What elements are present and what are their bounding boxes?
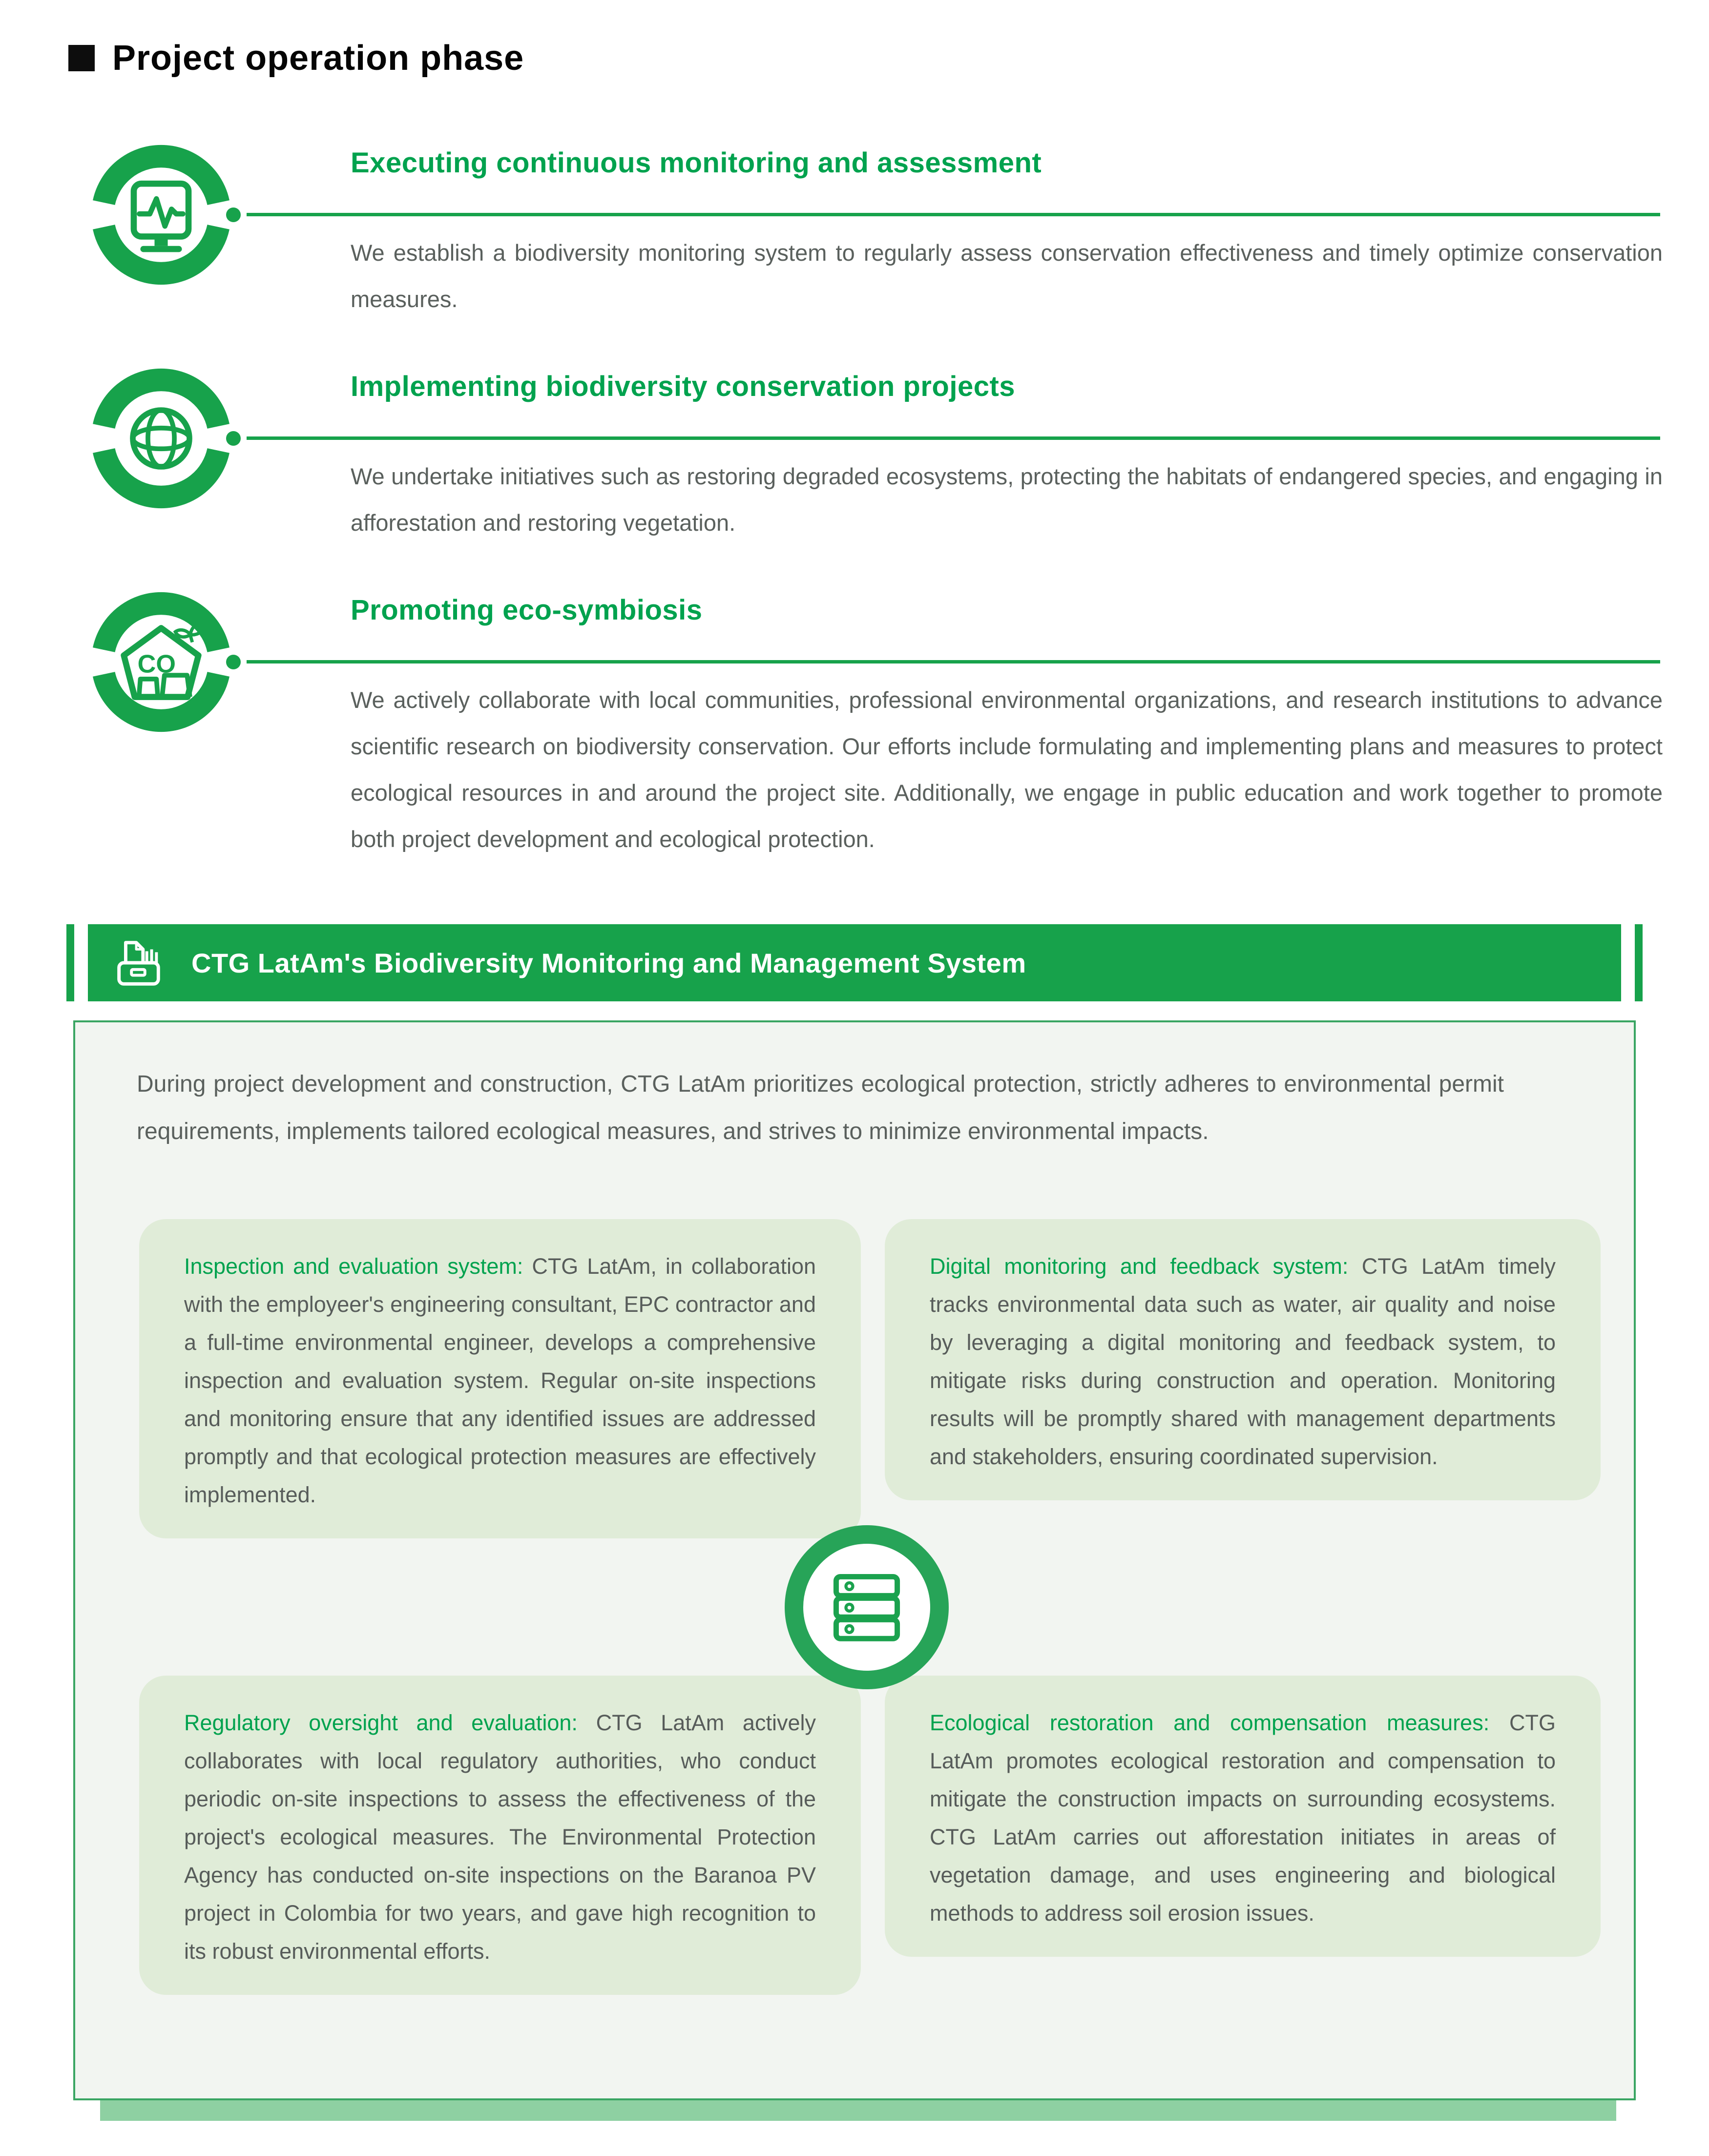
connector-dot (226, 431, 241, 446)
card-ecological-restoration (885, 1676, 1601, 1957)
monitor-pulse-icon (90, 144, 232, 286)
banner-title: CTG LatAm's Biodiversity Monitoring and Management System (191, 947, 1026, 978)
section-body: We undertake initiatives such as restoring degraded ecosystems, protecting the habitats of endangered species, and engaging in afforestation and restoring vegetation. (351, 463, 1663, 536)
section-body: We establish a biodiversity monitoring system to regularly assess conservation effectiveness and timely optimize conservation measures. (351, 240, 1663, 312)
card-text: CTG LatAm timely tracks environmental data such as water, air quality and noise by leveraging a digital monitoring and feedback system, to mitigate risks during construction and operation. Monitoring results will be promptly shared with management departments and stakeholders, ensuring coordinated supervision. (930, 1254, 1556, 1469)
section-divider-line (247, 213, 1660, 216)
section-body: We actively collaborate with local communities, professional environmental organizations, and research institutions to advance scientific research on biodiversity conservation. Our efforts include formulating and implementing plans and measures to protect ecological resources in and around the project site. Additionally, we engage in public education and work together to promote both project development and ecological protection. (351, 687, 1663, 852)
page-title-row (68, 38, 524, 78)
section-divider-line (247, 660, 1660, 663)
globe-icon (90, 368, 232, 509)
card-label: Digital monitoring and feedback system: (930, 1254, 1349, 1279)
card-text: CTG LatAm, in collaboration with the employeer's engineering consultant, EPC contractor and a full-time environmental engineer, develops a comprehensive inspection and evaluation system. Regular on-site inspections and monitoring ensure that any identified issues are addressed promptly and that ecological protection measures are effectively implemented. (184, 1254, 816, 1507)
section-heading: Executing continuous monitoring and assessment (351, 147, 1042, 179)
banner-accent-bar-right (1635, 924, 1643, 1001)
panel-intro-paragraph: During project development and construction, CTG LatAm prioritizes ecological protection, strictly adheres to environmental permit requirements, implements tailored ecological measures, and strives to minimize environmental impacts. (137, 1071, 1504, 1144)
svg-text:CO: CO (137, 650, 176, 679)
connector-dot (226, 207, 241, 222)
card-inspection-evaluation (139, 1219, 861, 1538)
section-heading: Promoting eco-symbiosis (351, 594, 703, 626)
footer-strip (100, 2100, 1616, 2121)
card-label: Ecological restoration and compensation measures: (930, 1710, 1490, 1735)
archive-drawer-icon (109, 934, 167, 992)
banner-accent-bar-left (66, 924, 74, 1001)
card-label: Inspection and evaluation system: (184, 1254, 523, 1279)
title-square-bullet (68, 45, 95, 71)
card-text: CTG LatAm actively collaborates with local regulatory authorities, who conduct periodic on-site inspections to assess the effectiveness of the project's ecological measures. The Environmental Protection Agency has conducted on-site inspections on the Baranoa PV project in Colombia for two years, and gave high recognition to its robust environmental efforts. (184, 1710, 816, 1964)
banner (88, 924, 1621, 1001)
connector-dot (226, 655, 241, 669)
section-divider-line (247, 436, 1660, 440)
page-title: Project operation phase (112, 39, 524, 78)
card-text: CTG LatAm promotes ecological restoration and compensation to mitigate the construction impacts on surrounding ecosystems. CTG LatAm carries out afforestation initiates in areas of vegetation damage, and uses engineering and biological methods to address soil erosion issues. (930, 1710, 1556, 1926)
card-digital-monitoring (885, 1219, 1601, 1500)
eco-house-icon (90, 591, 232, 733)
card-regulatory-oversight (139, 1676, 861, 1995)
section-heading: Implementing biodiversity conservation projects (351, 371, 1016, 402)
card-label: Regulatory oversight and evaluation: (184, 1710, 578, 1735)
server-stack-icon (785, 1525, 949, 1689)
